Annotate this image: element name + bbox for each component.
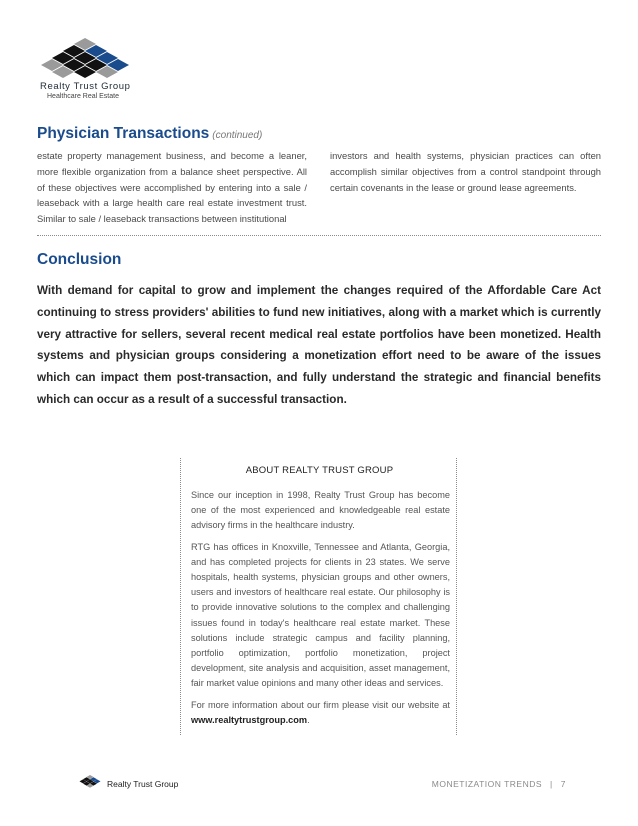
physician-left-column: estate property management business, and become a leaner, more flexible organization from a balance sheet perspective. All of these objectives were accomplished by entering into a sale / leaseback with a large health care real estate investment trust. Similar to sale / leaseback transactions between institutional bbox=[37, 150, 307, 225]
about-box-body bbox=[191, 488, 450, 734]
continued-label: (continued) bbox=[212, 130, 263, 141]
page-number: 7 bbox=[560, 779, 566, 789]
about-paragraph-3-text: For more information about our firm please visit our website at bbox=[191, 699, 450, 710]
footer-separator: | bbox=[550, 779, 553, 789]
section-divider bbox=[37, 235, 601, 236]
footer-publication: MONETIZATION TRENDS bbox=[431, 779, 543, 789]
company-logo bbox=[36, 36, 136, 106]
footer-logo-icon bbox=[77, 775, 103, 791]
footer-company-name: Realty Trust Group bbox=[107, 779, 179, 789]
footer-page-info bbox=[432, 779, 566, 789]
conclusion-heading: Conclusion bbox=[37, 251, 122, 268]
diamond-grid-logo-icon bbox=[36, 36, 136, 86]
logo-company-name: Realty Trust Group bbox=[40, 81, 131, 92]
about-paragraph-2: RTG has offices in Knoxville, Tennessee and Atlanta, Georgia, and has completed projects for clients in 23 states. We serve hospitals, health systems, physician groups and other owners, users and investors of healthcare real estate. Our philosophy is to provide innovative solutions to the complex and challenging issues found in today's healthcare real estate market. These solutions include strategic campus and facility planning, portfolio optimization, portfolio monetization, project development, site analysis and acquisition, asset management, fair market value opinions and many other ideas and services. bbox=[191, 541, 450, 689]
about-paragraph-1: Since our inception in 1998, Realty Trust Group has become one of the most experienced and knowledgeable real estate advisory firms in the healthcare industry. bbox=[191, 490, 450, 531]
website-link[interactable]: www.realtytrustgroup.com bbox=[191, 714, 308, 725]
about-box-title: ABOUT REALTY TRUST GROUP bbox=[245, 465, 394, 476]
about-paragraph-3 bbox=[191, 698, 450, 728]
physician-transactions-heading bbox=[37, 125, 262, 143]
conclusion-body: With demand for capital to grow and implement the changes required of the Affordable Care Act continuing to stress providers' abilities to fund new initiatives, along with a market which is currently very attractive for sellers, several recent medical real estate portfolios have been monetized. Health systems and physician groups considering a monetization effort need to be aware of the issues which can impact them post-transaction, and fully understand the strategic and financial benefits which can occur as a result of a successful transaction. bbox=[37, 284, 601, 406]
physician-right-column: investors and health systems, physician practices can often accomplish similar objectives from a control standpoint through certain covenants in the lease or ground lease agreements. bbox=[330, 150, 601, 193]
physician-transactions-title: Physician Transactions bbox=[37, 125, 210, 142]
about-paragraph-3-end: . bbox=[307, 714, 310, 725]
about-box bbox=[180, 458, 457, 735]
logo-tagline: Healthcare Real Estate bbox=[47, 93, 119, 100]
